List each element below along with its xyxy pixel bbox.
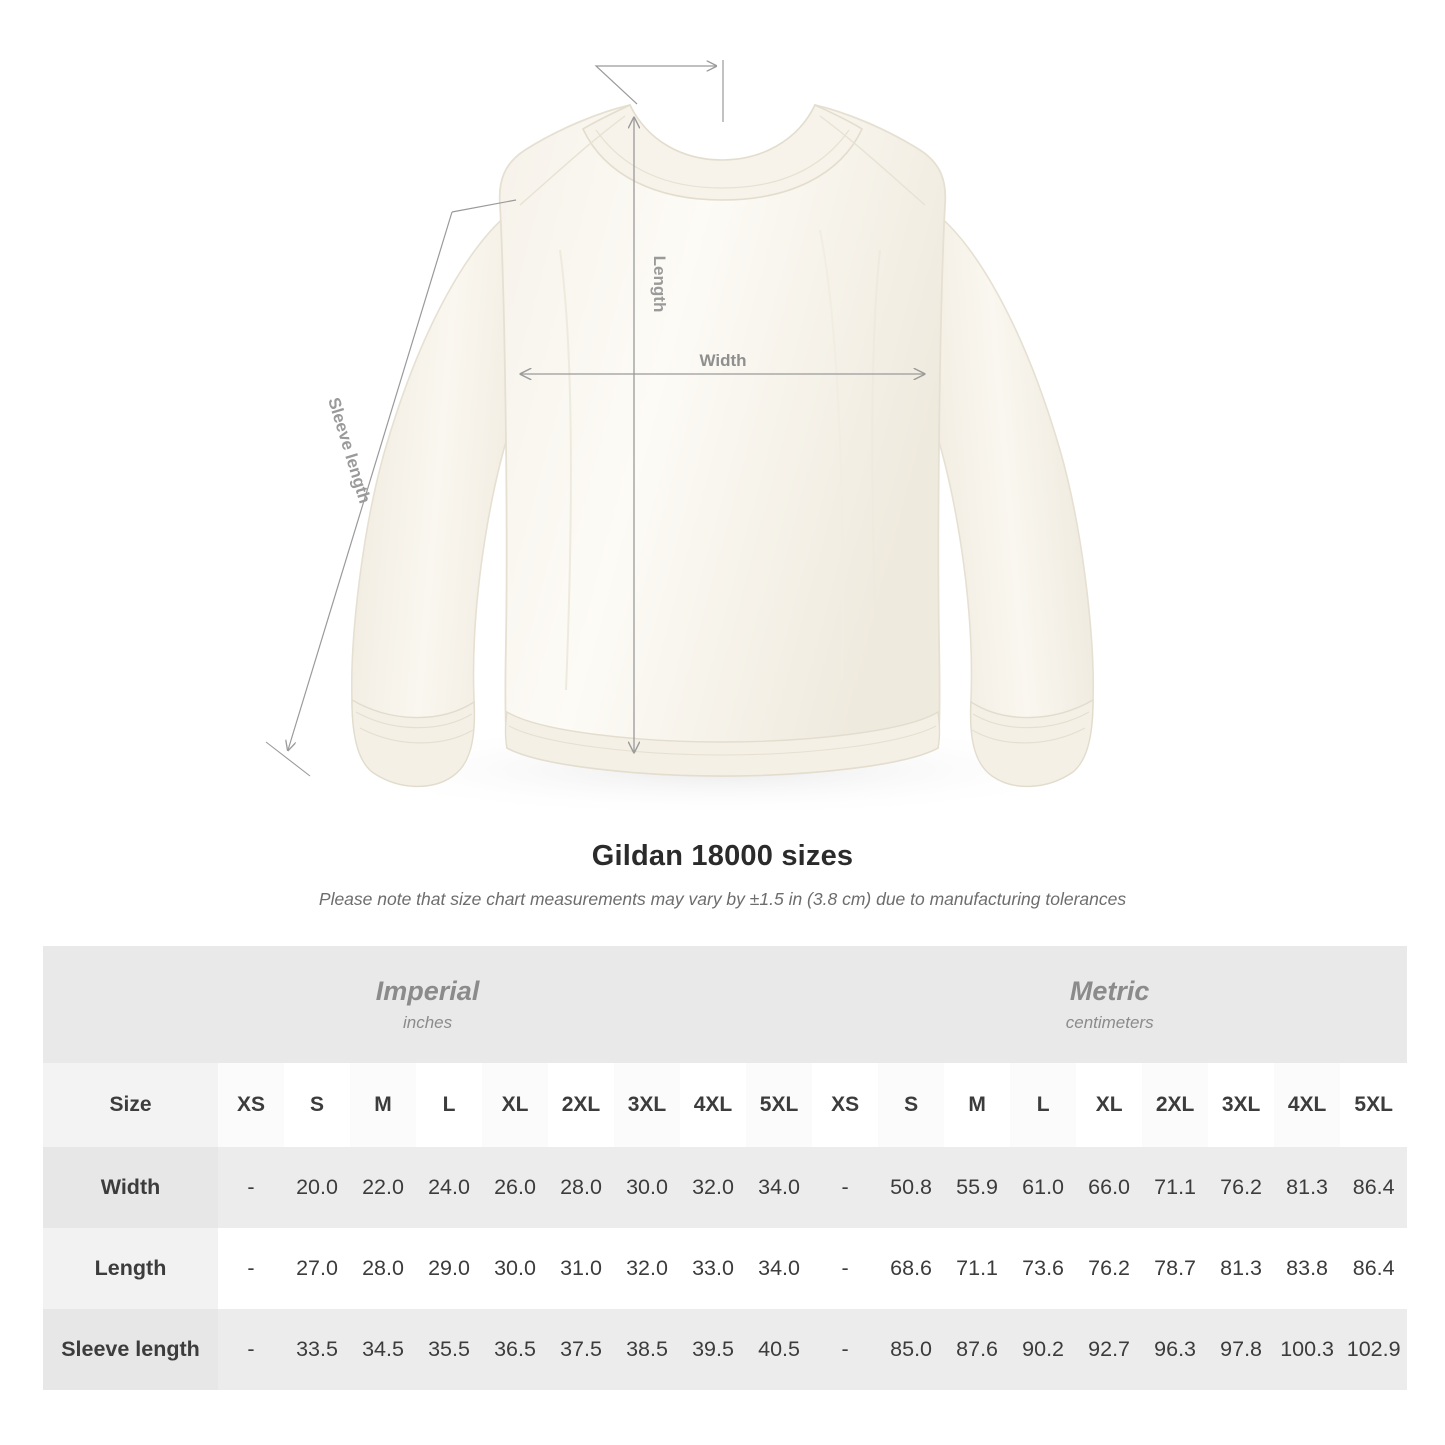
size-col-metric-xl: XL <box>1076 1063 1142 1147</box>
size-col-metric-4xl: 4XL <box>1274 1063 1340 1147</box>
cell-width-metric-4xl: 81.3 <box>1274 1147 1340 1228</box>
cell-length-metric-xl: 76.2 <box>1076 1228 1142 1309</box>
unit-name-metric: Metric <box>1069 975 1150 1006</box>
tolerance-note: Please note that size chart measurements may vary by ±1.5 in (3.8 cm) due to manufacturing tolerances <box>318 889 1127 909</box>
width-label: Width <box>699 351 747 370</box>
cell-sleeve-metric-xl: 92.7 <box>1076 1309 1142 1390</box>
cell-length-metric-4xl: 83.8 <box>1274 1228 1340 1309</box>
cell-sleeve-imperial-m: 34.5 <box>350 1309 416 1390</box>
row-label-sleeve-length: Sleeve length <box>43 1309 218 1390</box>
cell-length-metric-s: 68.6 <box>878 1228 944 1309</box>
size-header-label: Size <box>43 1063 218 1147</box>
size-col-metric-m: M <box>944 1063 1010 1147</box>
cell-length-imperial-l: 29.0 <box>416 1228 482 1309</box>
table-row-width <box>43 1147 1407 1228</box>
table-row-sleeve-length <box>43 1309 1407 1390</box>
cell-length-imperial-2xl: 31.0 <box>548 1228 614 1309</box>
size-col-metric-s: S <box>878 1063 944 1147</box>
size-col-imperial-s: S <box>284 1063 350 1147</box>
size-table-wrap <box>43 946 1402 1390</box>
cell-sleeve-metric-m: 87.6 <box>944 1309 1010 1390</box>
cell-sleeve-imperial-s: 33.5 <box>284 1309 350 1390</box>
cell-width-metric-5xl: 86.4 <box>1340 1147 1407 1228</box>
unit-name-imperial: Imperial <box>375 975 480 1006</box>
cell-width-imperial-xl: 26.0 <box>482 1147 548 1228</box>
row-label-width: Width <box>43 1147 218 1228</box>
cell-length-imperial-xs: - <box>218 1228 284 1309</box>
title-block <box>0 840 1445 910</box>
cell-sleeve-imperial-5xl: 40.5 <box>746 1309 812 1390</box>
cell-length-imperial-5xl: 34.0 <box>746 1228 812 1309</box>
size-col-imperial-xl: XL <box>482 1063 548 1147</box>
size-table <box>43 946 1407 1390</box>
cell-length-metric-xs: - <box>812 1228 878 1309</box>
cell-length-metric-2xl: 78.7 <box>1142 1228 1208 1309</box>
cell-width-metric-2xl: 71.1 <box>1142 1147 1208 1228</box>
cell-width-metric-3xl: 76.2 <box>1208 1147 1274 1228</box>
cell-width-imperial-l: 24.0 <box>416 1147 482 1228</box>
cell-length-metric-l: 73.6 <box>1010 1228 1076 1309</box>
table-row-length <box>43 1228 1407 1309</box>
cell-sleeve-metric-s: 85.0 <box>878 1309 944 1390</box>
cell-sleeve-metric-l: 90.2 <box>1010 1309 1076 1390</box>
cell-width-metric-l: 61.0 <box>1010 1147 1076 1228</box>
size-col-metric-xs: XS <box>812 1063 878 1147</box>
size-col-metric-3xl: 3XL <box>1208 1063 1274 1147</box>
unit-sub-imperial: inches <box>402 1013 453 1033</box>
unit-sub-metric: centimeters <box>1065 1013 1154 1033</box>
cell-width-metric-s: 50.8 <box>878 1147 944 1228</box>
cell-sleeve-imperial-2xl: 37.5 <box>548 1309 614 1390</box>
size-header-row <box>43 1063 1407 1147</box>
cell-length-metric-3xl: 81.3 <box>1208 1228 1274 1309</box>
size-col-imperial-xs: XS <box>218 1063 284 1147</box>
size-col-metric-l: L <box>1010 1063 1076 1147</box>
cell-length-imperial-3xl: 32.0 <box>614 1228 680 1309</box>
cell-length-imperial-m: 28.0 <box>350 1228 416 1309</box>
cell-sleeve-imperial-xs: - <box>218 1309 284 1390</box>
cell-sleeve-metric-5xl: 102.9 <box>1340 1309 1407 1390</box>
cell-width-imperial-5xl: 34.0 <box>746 1147 812 1228</box>
cell-sleeve-metric-2xl: 96.3 <box>1142 1309 1208 1390</box>
cell-length-imperial-4xl: 33.0 <box>680 1228 746 1309</box>
cell-width-metric-xl: 66.0 <box>1076 1147 1142 1228</box>
cell-width-imperial-s: 20.0 <box>284 1147 350 1228</box>
cell-sleeve-imperial-l: 35.5 <box>416 1309 482 1390</box>
unit-group-metric <box>812 946 1407 1063</box>
cell-width-imperial-2xl: 28.0 <box>548 1147 614 1228</box>
cell-length-metric-5xl: 86.4 <box>1340 1228 1407 1309</box>
sleeve-length-label: Sleeve length <box>324 395 375 506</box>
cell-length-imperial-s: 27.0 <box>284 1228 350 1309</box>
cell-length-metric-m: 71.1 <box>944 1228 1010 1309</box>
size-col-metric-2xl: 2XL <box>1142 1063 1208 1147</box>
cell-width-metric-xs: - <box>812 1147 878 1228</box>
cell-width-imperial-3xl: 30.0 <box>614 1147 680 1228</box>
cell-sleeve-imperial-xl: 36.5 <box>482 1309 548 1390</box>
cell-width-imperial-4xl: 32.0 <box>680 1147 746 1228</box>
unit-group-imperial <box>43 946 812 1063</box>
size-col-imperial-2xl: 2XL <box>548 1063 614 1147</box>
length-label: Length <box>650 255 669 313</box>
size-col-imperial-l: L <box>416 1063 482 1147</box>
page-title: Gildan 18000 sizes <box>591 840 854 872</box>
cell-length-imperial-xl: 30.0 <box>482 1228 548 1309</box>
cell-width-imperial-xs: - <box>218 1147 284 1228</box>
size-col-imperial-4xl: 4XL <box>680 1063 746 1147</box>
cell-sleeve-metric-4xl: 100.3 <box>1274 1309 1340 1390</box>
size-col-imperial-3xl: 3XL <box>614 1063 680 1147</box>
cell-width-imperial-m: 22.0 <box>350 1147 416 1228</box>
unit-header-row <box>43 946 1407 1063</box>
cell-sleeve-imperial-4xl: 39.5 <box>680 1309 746 1390</box>
cell-sleeve-metric-3xl: 97.8 <box>1208 1309 1274 1390</box>
cell-sleeve-imperial-3xl: 38.5 <box>614 1309 680 1390</box>
size-col-metric-5xl: 5XL <box>1340 1063 1407 1147</box>
cell-sleeve-metric-xs: - <box>812 1309 878 1390</box>
row-label-length: Length <box>43 1228 218 1309</box>
size-col-imperial-5xl: 5XL <box>746 1063 812 1147</box>
size-col-imperial-m: M <box>350 1063 416 1147</box>
cell-width-metric-m: 55.9 <box>944 1147 1010 1228</box>
